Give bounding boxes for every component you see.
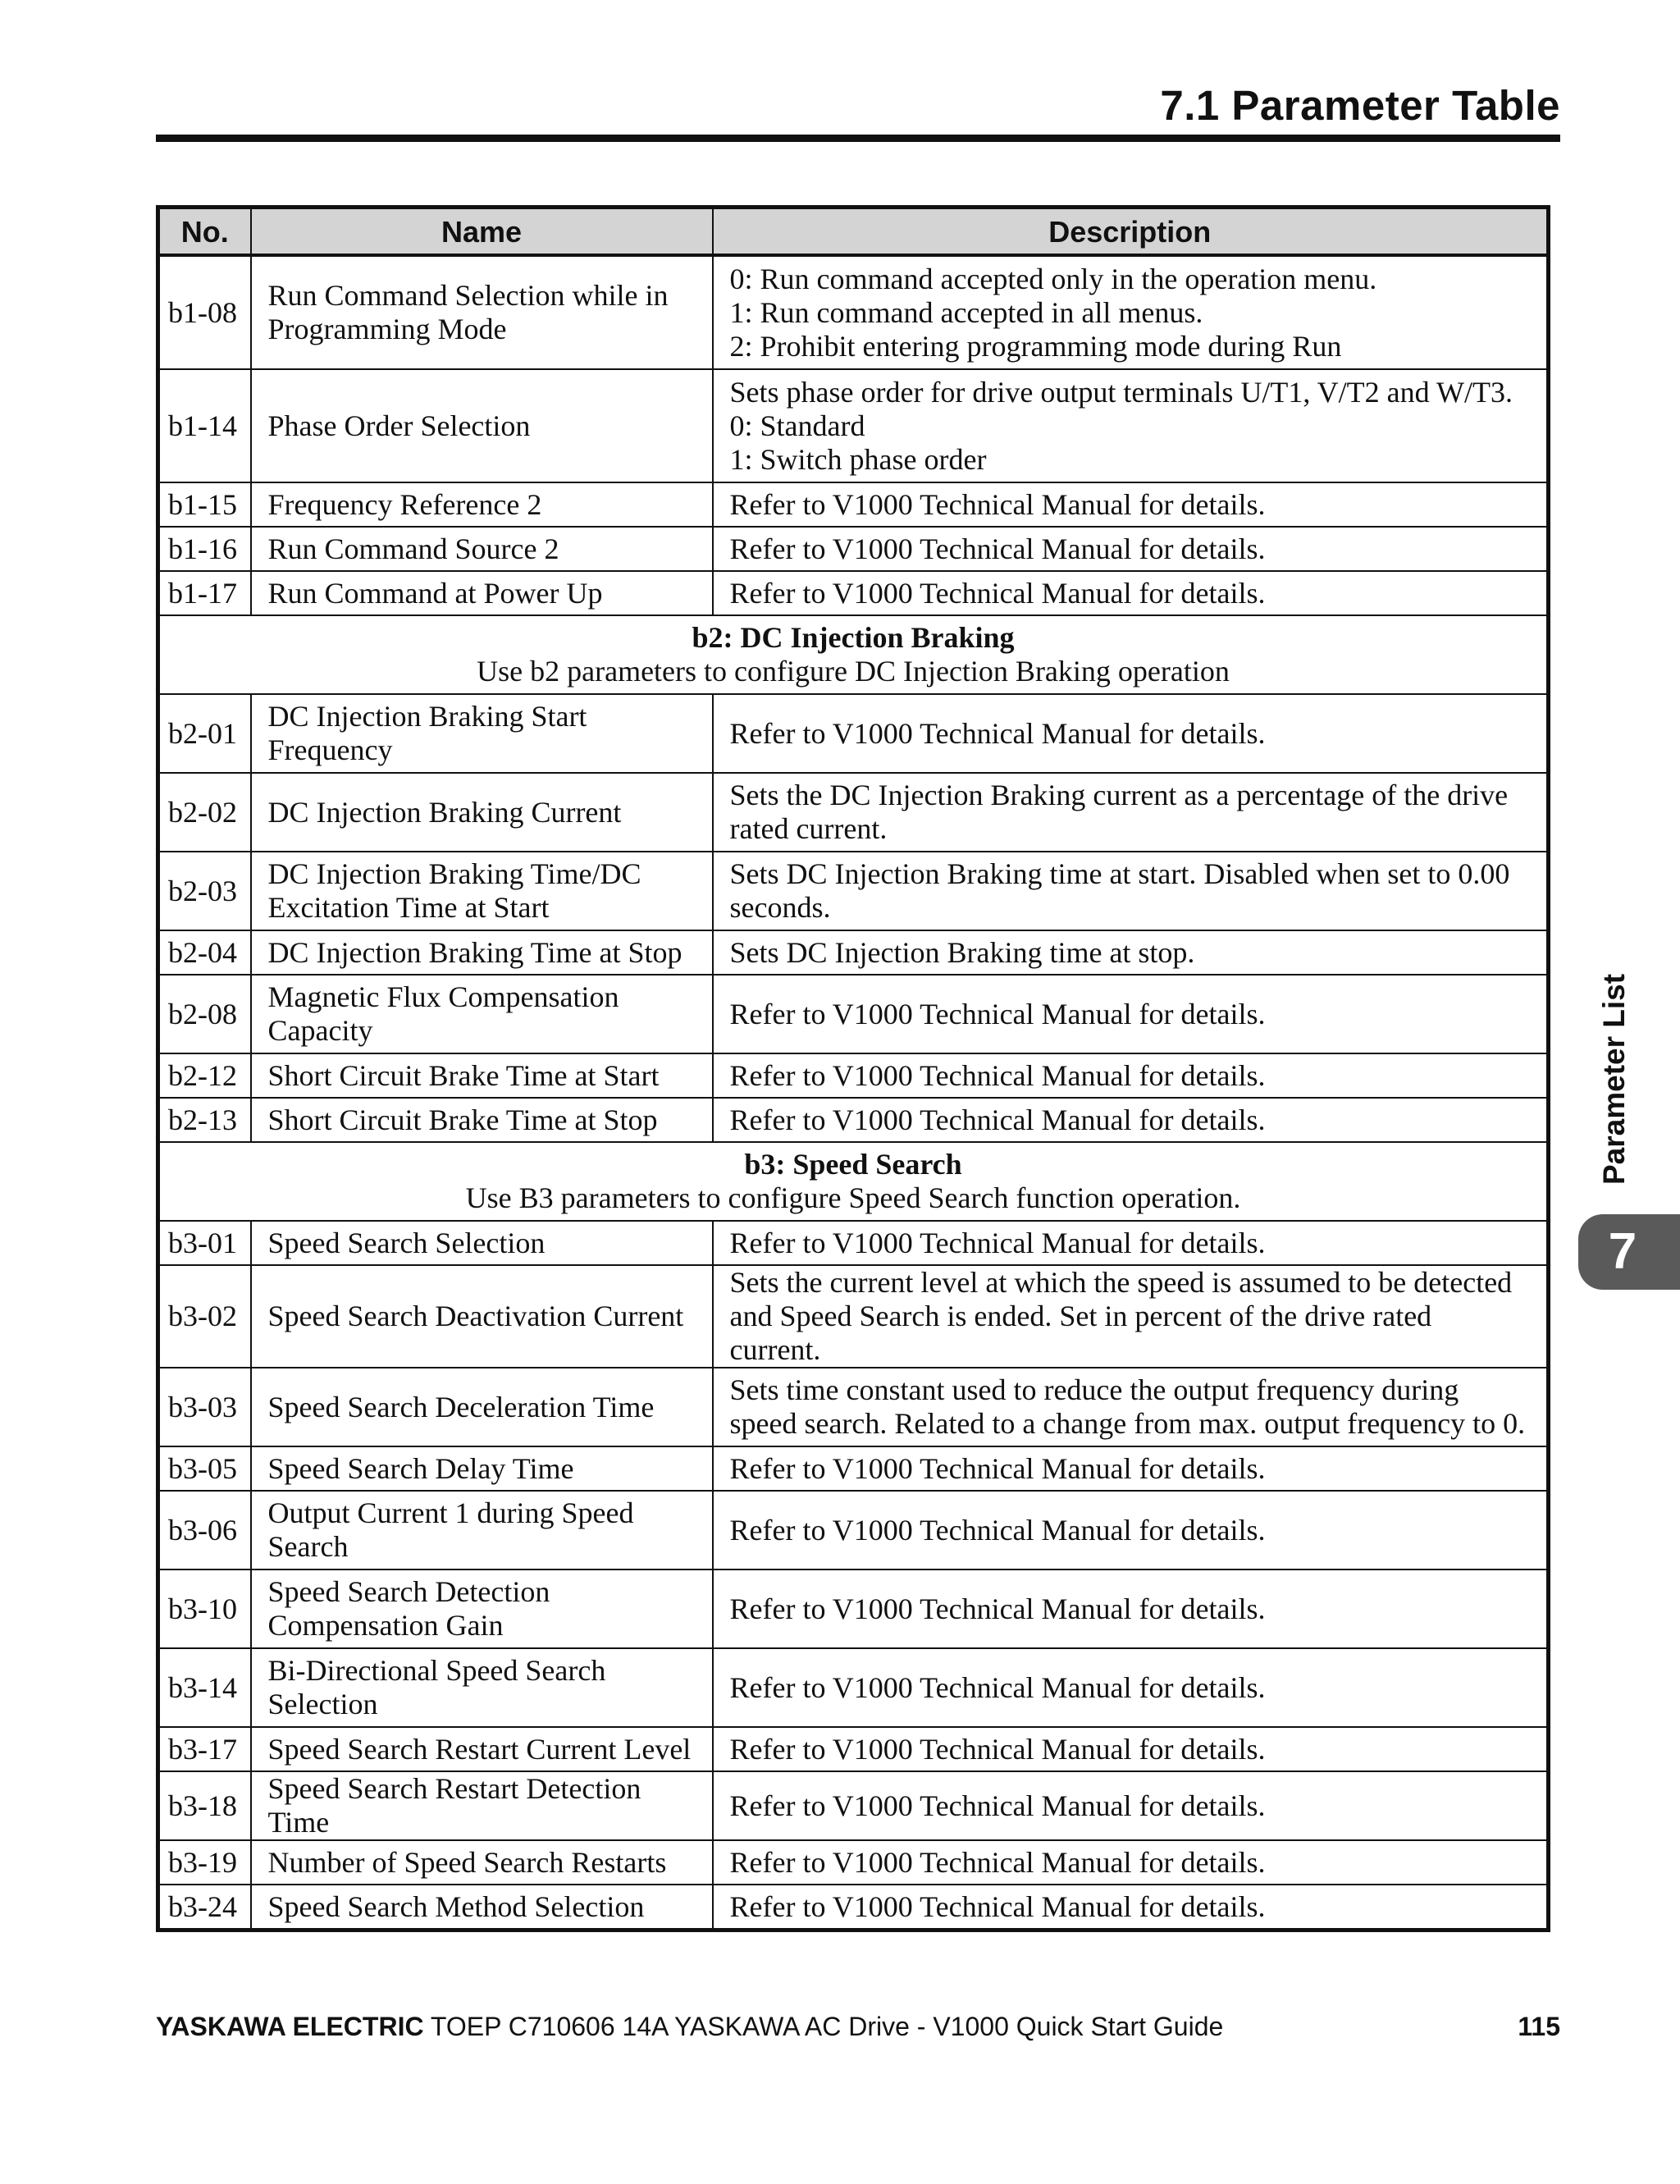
description-line: Sets the current level at which the speed is assumed to be detected and Speed Search is ended. Set in percent of the drive rated current.: [729, 1266, 1513, 1366]
parameter-name: Run Command at Power Up: [251, 571, 713, 615]
parameter-number: b1-15: [158, 482, 251, 527]
description-line: Refer to V1000 Technical Manual for details.: [729, 1513, 1266, 1547]
description-line: Refer to V1000 Technical Manual for details.: [729, 1789, 1266, 1822]
table-row: [158, 255, 1549, 369]
footer-document-title: TOEP C710606 14A YASKAWA AC Drive - V1000 Quick Start Guide: [423, 2012, 1224, 2041]
description-line: Refer to V1000 Technical Manual for details.: [729, 1845, 1266, 1879]
table-row: [158, 527, 1549, 571]
table-row: [158, 1221, 1549, 1265]
column-header-no: No.: [158, 208, 251, 256]
parameter-number: b3-17: [158, 1727, 251, 1771]
table-row: [158, 1569, 1549, 1648]
parameter-number: b3-03: [158, 1368, 251, 1446]
description-line: Refer to V1000 Technical Manual for details.: [729, 1058, 1266, 1092]
parameter-name: Speed Search Deactivation Current: [251, 1265, 713, 1368]
section-title: b2: DC Injection Braking: [692, 621, 1015, 654]
parameter-number: b3-06: [158, 1491, 251, 1569]
description-line: Refer to V1000 Technical Manual for details.: [729, 1451, 1266, 1485]
section-header-row: [158, 615, 1549, 694]
parameter-number: b3-18: [158, 1771, 251, 1840]
table-header-row: [158, 208, 1549, 256]
parameter-description: [713, 1885, 1549, 1930]
description-line: Sets the DC Injection Braking current as a percentage of the drive rated current.: [729, 779, 1509, 845]
description-line: Refer to V1000 Technical Manual for details.: [729, 1732, 1266, 1766]
description-line: 1: Switch phase order: [729, 442, 987, 476]
parameter-number: b3-02: [158, 1265, 251, 1368]
description-line: Sets time constant used to reduce the output frequency during speed search. Related to a change from max. output frequency to 0.: [729, 1373, 1526, 1440]
page-number: 115: [1518, 2012, 1560, 2041]
description-line: Refer to V1000 Technical Manual for details.: [729, 487, 1266, 521]
parameter-name: Speed Search Delay Time: [251, 1446, 713, 1491]
parameter-description: [713, 1491, 1549, 1569]
parameter-description: [713, 975, 1549, 1053]
table-row: [158, 1446, 1549, 1491]
description-line: Refer to V1000 Technical Manual for details.: [729, 1103, 1266, 1136]
section-description: Use b2 parameters to configure DC Injection Braking operation: [477, 655, 1230, 688]
table-row: [158, 1491, 1549, 1569]
parameter-number: b3-19: [158, 1840, 251, 1885]
description-line: Sets phase order for drive output terminals U/T1, V/T2 and W/T3.: [729, 375, 1513, 409]
table-row: [158, 1648, 1549, 1727]
parameter-description: [713, 1221, 1549, 1265]
table-row: [158, 694, 1549, 773]
description-line: Refer to V1000 Technical Manual for details.: [729, 716, 1266, 750]
parameter-name: DC Injection Braking Time/DC Excitation Time at Start: [251, 852, 713, 930]
description-line: Refer to V1000 Technical Manual for details.: [729, 997, 1266, 1030]
parameter-description: [713, 255, 1549, 369]
description-line: Sets DC Injection Braking time at stop.: [729, 935, 1195, 969]
parameter-number: b2-03: [158, 852, 251, 930]
parameter-number: b3-24: [158, 1885, 251, 1930]
table-row: [158, 482, 1549, 527]
description-line: Refer to V1000 Technical Manual for details.: [729, 1592, 1266, 1625]
parameter-name: Short Circuit Brake Time at Start: [251, 1053, 713, 1098]
table-row: [158, 1771, 1549, 1840]
parameter-number: b3-14: [158, 1648, 251, 1727]
parameter-description: [713, 571, 1549, 615]
table-row: [158, 571, 1549, 615]
parameter-table: [156, 205, 1550, 1932]
table-row: [158, 1840, 1549, 1885]
table-row: [158, 930, 1549, 975]
parameter-number: b2-12: [158, 1053, 251, 1098]
parameter-name: Frequency Reference 2: [251, 482, 713, 527]
parameter-number: b3-05: [158, 1446, 251, 1491]
parameter-description: [713, 1368, 1549, 1446]
parameter-description: [713, 852, 1549, 930]
parameter-number: b3-01: [158, 1221, 251, 1265]
chapter-number: 7: [1608, 1223, 1637, 1280]
table-row: [158, 1885, 1549, 1930]
side-tab-label: Parameter List: [1597, 973, 1631, 1185]
parameter-description: [713, 694, 1549, 773]
parameter-number: b2-04: [158, 930, 251, 975]
parameter-name: Magnetic Flux Compensation Capacity: [251, 975, 713, 1053]
parameter-description: [713, 1727, 1549, 1771]
parameter-number: b1-17: [158, 571, 251, 615]
parameter-description: [713, 1569, 1549, 1648]
parameter-name: Run Command Selection while in Programming Mode: [251, 255, 713, 369]
table-row: [158, 369, 1549, 482]
parameter-name: Number of Speed Search Restarts: [251, 1840, 713, 1885]
parameter-description: [713, 930, 1549, 975]
parameter-number: b1-16: [158, 527, 251, 571]
parameter-name: Bi-Directional Speed Search Selection: [251, 1648, 713, 1727]
parameter-name: Speed Search Deceleration Time: [251, 1368, 713, 1446]
parameter-number: b1-08: [158, 255, 251, 369]
parameter-name: Phase Order Selection: [251, 369, 713, 482]
page-title: 7.1 Parameter Table: [1160, 82, 1560, 129]
description-line: 2: Prohibit entering programming mode during Run: [729, 329, 1342, 363]
description-line: Refer to V1000 Technical Manual for details.: [729, 1670, 1266, 1704]
parameter-number: b2-01: [158, 694, 251, 773]
parameter-description: [713, 1446, 1549, 1491]
table-row: [158, 1727, 1549, 1771]
parameter-description: [713, 1840, 1549, 1885]
parameter-number: b2-02: [158, 773, 251, 852]
section-description: Use B3 parameters to configure Speed Search function operation.: [465, 1181, 1241, 1214]
table-row: [158, 1368, 1549, 1446]
parameter-description: [713, 1265, 1549, 1368]
table-body: [158, 255, 1549, 1930]
parameter-number: b1-14: [158, 369, 251, 482]
parameter-description: [713, 1648, 1549, 1727]
section-cell: [158, 615, 1549, 694]
parameter-name: Speed Search Method Selection: [251, 1885, 713, 1930]
parameter-name: DC Injection Braking Time at Stop: [251, 930, 713, 975]
parameter-name: Speed Search Selection: [251, 1221, 713, 1265]
description-line: Refer to V1000 Technical Manual for details.: [729, 532, 1266, 565]
parameter-description: [713, 773, 1549, 852]
parameter-number: b2-08: [158, 975, 251, 1053]
table-row: [158, 1098, 1549, 1142]
parameter-name: Speed Search Restart Current Level: [251, 1727, 713, 1771]
parameter-name: Output Current 1 during Speed Search: [251, 1491, 713, 1569]
parameter-description: [713, 369, 1549, 482]
table-row: [158, 1265, 1549, 1368]
page-header: [156, 79, 1560, 142]
parameter-name: Short Circuit Brake Time at Stop: [251, 1098, 713, 1142]
parameter-name: DC Injection Braking Current: [251, 773, 713, 852]
chapter-tab: [1578, 1214, 1680, 1290]
section-cell: [158, 1142, 1549, 1221]
parameter-description: [713, 527, 1549, 571]
parameter-name: Speed Search Detection Compensation Gain: [251, 1569, 713, 1648]
parameter-description: [713, 1771, 1549, 1840]
description-line: Sets DC Injection Braking time at start. Disabled when set to 0.00 seconds.: [729, 857, 1510, 924]
table-row: [158, 852, 1549, 930]
description-line: 0: Run command accepted only in the operation menu.: [729, 262, 1377, 295]
parameter-number: b3-10: [158, 1569, 251, 1648]
description-line: Refer to V1000 Technical Manual for details.: [729, 576, 1266, 610]
parameter-name: DC Injection Braking Start Frequency: [251, 694, 713, 773]
parameter-description: [713, 1053, 1549, 1098]
section-title: b3: Speed Search: [744, 1148, 962, 1181]
footer-brand: YASKAWA ELECTRIC: [156, 2012, 424, 2041]
table-row: [158, 773, 1549, 852]
column-header-description: Description: [713, 208, 1549, 256]
table-row: [158, 1053, 1549, 1098]
description-line: Refer to V1000 Technical Manual for details.: [729, 1889, 1266, 1923]
table-row: [158, 975, 1549, 1053]
column-header-name: Name: [251, 208, 713, 256]
description-line: 1: Run command accepted in all menus.: [729, 295, 1203, 329]
description-line: Refer to V1000 Technical Manual for details.: [729, 1226, 1266, 1259]
parameter-name: Speed Search Restart Detection Time: [251, 1771, 713, 1840]
parameter-description: [713, 1098, 1549, 1142]
parameter-description: [713, 482, 1549, 527]
parameter-name: Run Command Source 2: [251, 527, 713, 571]
description-line: 0: Standard: [729, 409, 865, 442]
page-footer: [156, 2012, 1560, 2042]
parameter-number: b2-13: [158, 1098, 251, 1142]
section-header-row: [158, 1142, 1549, 1221]
